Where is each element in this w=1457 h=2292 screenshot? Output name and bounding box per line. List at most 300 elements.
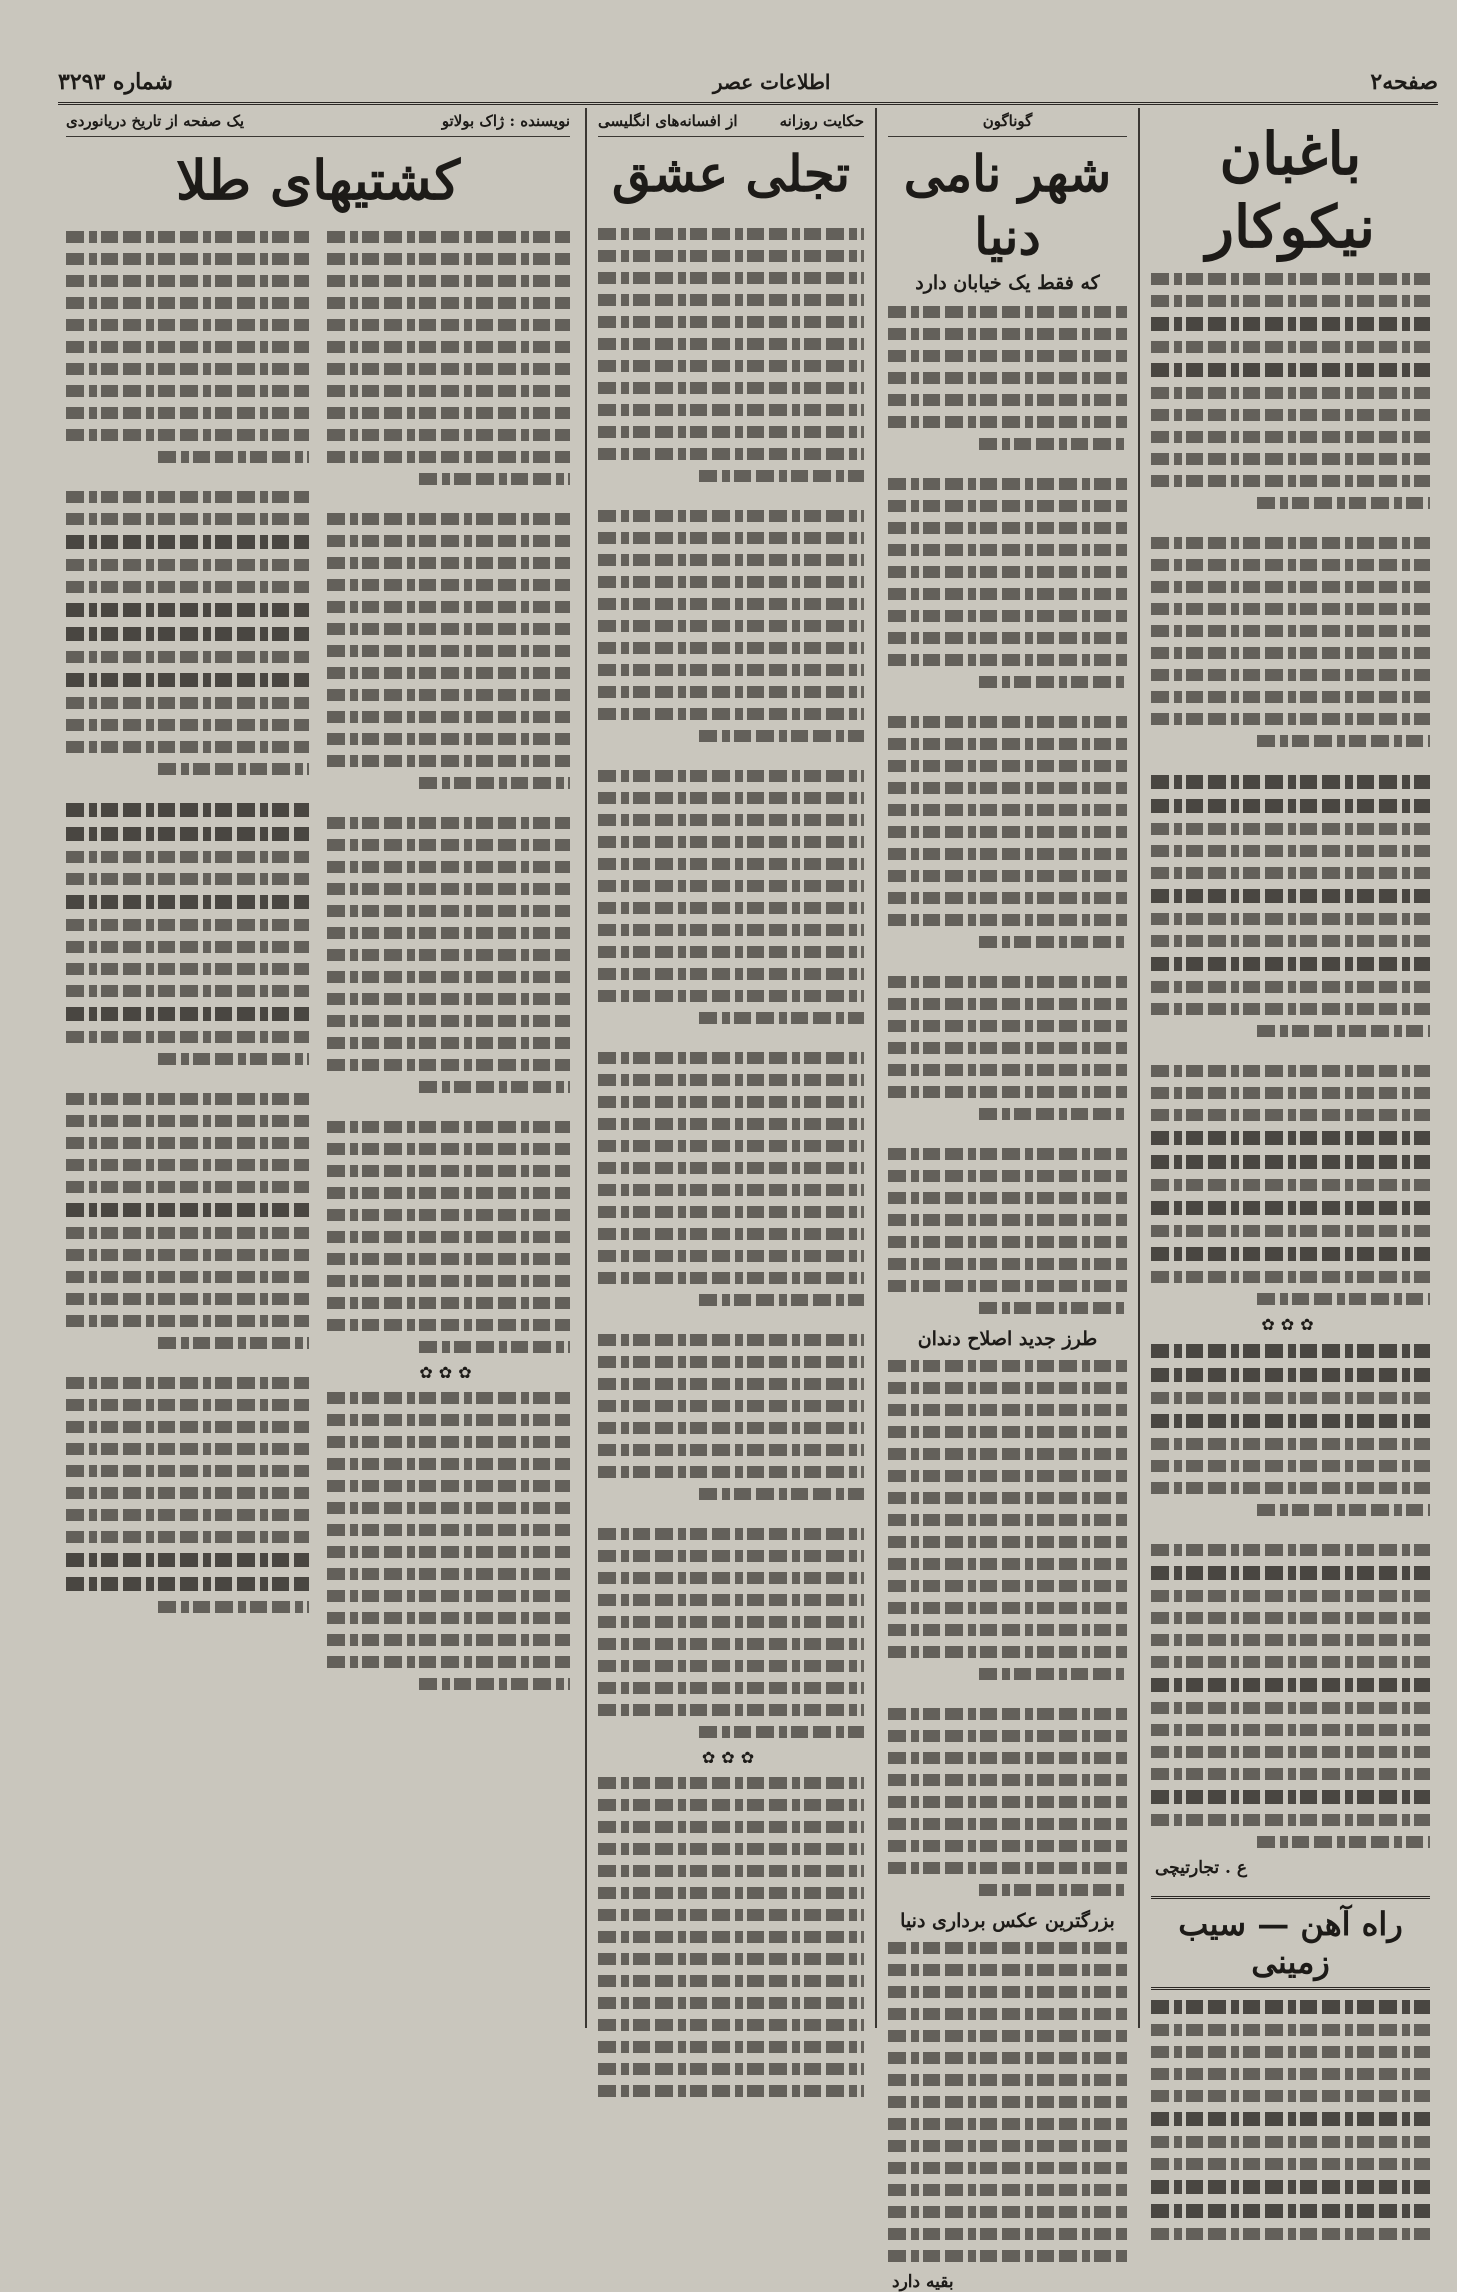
text-line: [66, 741, 309, 753]
text-line: [888, 2096, 1127, 2108]
paragraph-gap: [598, 1316, 864, 1324]
text-line: [888, 804, 1127, 816]
text-line: [327, 667, 570, 679]
text-line: [327, 1187, 570, 1199]
text-line: [888, 998, 1127, 1010]
text-line: [699, 1488, 864, 1500]
column-rule: [875, 108, 877, 2028]
text-line: [327, 817, 570, 829]
text-line: [888, 1360, 1127, 1372]
header-author-label: نویسنده : ژاک بولاتو: [441, 112, 570, 130]
text-line: [1151, 1065, 1430, 1077]
text-line: [327, 557, 570, 569]
text-line: [66, 559, 309, 571]
text-line: [327, 1458, 570, 1470]
text-line: [598, 228, 864, 240]
text-line: [598, 664, 864, 676]
text-line: [888, 654, 1127, 666]
text-line: [1151, 1225, 1430, 1237]
paragraph-gap: [1151, 1526, 1430, 1534]
text-line: [66, 1159, 309, 1171]
text-line: [699, 470, 864, 482]
text-line: [1151, 2090, 1430, 2102]
text-line: [66, 1203, 309, 1217]
text-line: [888, 1426, 1127, 1438]
text-line: [1257, 1293, 1430, 1305]
text-line: [888, 1086, 1127, 1098]
text-line: [888, 1708, 1127, 1720]
text-line: [327, 231, 570, 243]
text-line: [598, 1843, 864, 1855]
text-line: [327, 733, 570, 745]
text-line: [598, 1799, 864, 1811]
text-line: [327, 755, 570, 767]
text-line: [888, 870, 1127, 882]
text-line: [1151, 1179, 1430, 1191]
text-line: [1151, 1544, 1430, 1556]
text-line: [327, 1253, 570, 1265]
text-line: [1151, 1271, 1430, 1283]
text-line: [699, 1012, 864, 1024]
text-line: [888, 1020, 1127, 1032]
text-line: [327, 623, 570, 635]
text-line: [1151, 581, 1430, 593]
column-header: [598, 108, 864, 137]
paragraph-gap: [66, 1359, 309, 1367]
text-line: [66, 697, 309, 709]
text-line: [327, 1568, 570, 1580]
text-line: [327, 1414, 570, 1426]
text-line: [327, 905, 570, 917]
text-line: [1151, 1702, 1430, 1714]
text-line: [1151, 273, 1430, 285]
text-line: [888, 522, 1127, 534]
text-line: [66, 719, 309, 731]
text-line: [888, 1042, 1127, 1054]
text-line: [66, 231, 309, 243]
paragraph-gap: [1151, 519, 1430, 527]
text-line: [327, 1546, 570, 1558]
text-line: [979, 1668, 1127, 1680]
text-line: [888, 1280, 1127, 1292]
text-line: [598, 1422, 864, 1434]
text-line: [1151, 1590, 1430, 1602]
text-line: [1151, 981, 1430, 993]
text-line: [598, 510, 864, 522]
separator-stars: ✿✿✿: [701, 1747, 761, 1767]
text-line: [327, 1143, 570, 1155]
text-line: [598, 576, 864, 588]
text-line: [1151, 1460, 1430, 1472]
text-line: [888, 1986, 1127, 1998]
text-line: [888, 328, 1127, 340]
text-line: [888, 566, 1127, 578]
text-line: [66, 341, 309, 353]
text-line: [1151, 1612, 1430, 1624]
text-line: [888, 2228, 1127, 2240]
text-line: [888, 760, 1127, 772]
paragraph-gap: [1151, 757, 1430, 765]
text-line: [598, 1184, 864, 1196]
text-line: [66, 627, 309, 641]
text-line: [1151, 295, 1430, 307]
text-line: [598, 1400, 864, 1412]
text-line: [598, 1616, 864, 1628]
text-line: [1151, 713, 1430, 725]
text-line: [888, 478, 1127, 490]
text-line: [1151, 823, 1430, 835]
page-label: صفحه۲: [1370, 69, 1438, 95]
text-line: [1151, 2228, 1430, 2240]
text-line: [1151, 2046, 1430, 2058]
text-line: [979, 438, 1127, 450]
text-line: [327, 1502, 570, 1514]
text-line: [598, 1638, 864, 1650]
text-line: [598, 1162, 864, 1174]
text-line: [327, 839, 570, 851]
header-series-label: یک صفحه از تاریخ دریانوردی: [66, 112, 245, 130]
text-line: [327, 1231, 570, 1243]
text-line: [327, 1165, 570, 1177]
text-line: [888, 350, 1127, 362]
text-line: [888, 1558, 1127, 1570]
text-line: [598, 1821, 864, 1833]
text-line: [888, 1470, 1127, 1482]
text-line: [66, 1007, 309, 1021]
text-line: [888, 1258, 1127, 1270]
text-line: [598, 360, 864, 372]
text-line: [598, 1931, 864, 1943]
text-line: [598, 1572, 864, 1584]
text-line: [598, 1444, 864, 1456]
text-line: [598, 946, 864, 958]
text-line: [598, 1865, 864, 1877]
text-line: [66, 491, 309, 503]
text-line: [327, 1634, 570, 1646]
text-line: [1151, 1087, 1430, 1099]
text-line: [888, 1536, 1127, 1548]
text-line: [66, 319, 309, 331]
text-line: [598, 1909, 864, 1921]
text-line: [66, 407, 309, 419]
body-column-right: [327, 221, 570, 1700]
text-line: [598, 554, 864, 566]
header-left-label: از افسانه‌های انگلیسی: [598, 112, 738, 130]
paragraph-gap: [888, 1690, 1127, 1698]
text-line: [598, 902, 864, 914]
text-line: [1151, 341, 1430, 353]
text-line: [1151, 1678, 1430, 1692]
text-line: [888, 716, 1127, 728]
text-line: [699, 1294, 864, 1306]
text-line: [598, 294, 864, 306]
text-line: [598, 1378, 864, 1390]
separator-stars: ✿✿✿: [419, 1362, 478, 1382]
text-line: [888, 2162, 1127, 2174]
article-title-gardener: باغبان نیکوکار: [1206, 120, 1375, 261]
text-line: [327, 1590, 570, 1602]
text-line: [419, 1081, 570, 1093]
text-line: [888, 1818, 1127, 1830]
text-line: [327, 319, 570, 331]
text-line: [1151, 2024, 1430, 2036]
text-line: [66, 1443, 309, 1455]
text-line: [888, 2118, 1127, 2130]
text-line: [1151, 2000, 1430, 2014]
text-line: [66, 429, 309, 441]
article-title-dental: طرز جدید اصلاح دندان: [917, 1328, 1098, 1350]
text-line: [598, 792, 864, 804]
text-line: [888, 2008, 1127, 2020]
text-line: [598, 770, 864, 782]
text-line: [888, 1964, 1127, 1976]
text-line: [598, 1356, 864, 1368]
text-line: [888, 1404, 1127, 1416]
text-line: [598, 880, 864, 892]
text-line: [888, 1148, 1127, 1160]
text-line: [66, 581, 309, 593]
text-line: [66, 919, 309, 931]
text-line: [327, 711, 570, 723]
text-line: [66, 275, 309, 287]
text-line: [598, 1594, 864, 1606]
text-line: [1151, 867, 1430, 879]
paragraph-gap: [66, 473, 309, 481]
text-line: [888, 914, 1127, 926]
text-line: [1151, 2204, 1430, 2218]
text-line: [979, 936, 1127, 948]
article-subtitle-city: که فقط یک خیابان دارد: [915, 272, 1100, 294]
text-line: [598, 1953, 864, 1965]
text-line: [1151, 1344, 1430, 1358]
text-line: [1257, 1504, 1430, 1516]
paragraph-gap: [598, 210, 864, 218]
text-line: [1151, 2068, 1430, 2080]
text-line: [66, 803, 309, 817]
text-line: [327, 429, 570, 441]
text-line: [66, 1509, 309, 1521]
text-line: [1151, 559, 1430, 571]
text-line: [979, 1884, 1127, 1896]
text-line: [327, 1612, 570, 1624]
text-line: [888, 1382, 1127, 1394]
text-line: [1151, 691, 1430, 703]
text-line: [1151, 1247, 1430, 1261]
text-line: [888, 892, 1127, 904]
text-line: [1151, 1634, 1430, 1646]
article-title-city: شهر نامی دنیا: [903, 144, 1112, 266]
text-line: [66, 673, 309, 687]
text-line: [66, 851, 309, 863]
text-line: [327, 949, 570, 961]
continued-label: بقیه دارد: [892, 2272, 954, 2292]
paragraph-gap: [888, 1130, 1127, 1138]
text-line: [888, 2250, 1127, 2262]
text-line: [598, 1118, 864, 1130]
text-line: [327, 1209, 570, 1221]
text-line: [66, 385, 309, 397]
text-line: [327, 1275, 570, 1287]
text-line: [598, 316, 864, 328]
text-line: [327, 1015, 570, 1027]
text-line: [1151, 2112, 1430, 2126]
paragraph-gap: [327, 799, 570, 807]
text-line: [888, 1840, 1127, 1852]
text-line: [66, 651, 309, 663]
text-line: [66, 1465, 309, 1477]
text-line: [1151, 2180, 1430, 2194]
text-line: [598, 448, 864, 460]
article-title-gold-ships: کشتیهای طلا: [175, 148, 461, 212]
text-line: [158, 1053, 309, 1065]
text-line: [327, 927, 570, 939]
text-line: [66, 1227, 309, 1239]
text-line: [888, 1492, 1127, 1504]
text-line: [1151, 2136, 1430, 2148]
text-line: [598, 404, 864, 416]
text-line: [1151, 475, 1430, 487]
text-line: [66, 873, 309, 885]
text-line: [66, 1421, 309, 1433]
text-line: [327, 363, 570, 375]
text-line: [419, 1341, 570, 1353]
text-line: [888, 1862, 1127, 1874]
text-line: [1151, 2158, 1430, 2170]
text-line: [888, 1942, 1127, 1954]
text-line: [327, 407, 570, 419]
text-line: [598, 2019, 864, 2031]
text-line: [1151, 647, 1430, 659]
text-line: [598, 708, 864, 720]
text-line: [888, 1236, 1127, 1248]
text-line: [598, 814, 864, 826]
text-line: [419, 473, 570, 485]
text-line: [327, 1059, 570, 1071]
text-line: [888, 588, 1127, 600]
text-line: [158, 763, 309, 775]
text-line: [1151, 1566, 1430, 1580]
text-line: [66, 363, 309, 375]
text-line: [327, 341, 570, 353]
text-line: [1151, 669, 1430, 681]
paragraph-gap: [1151, 1047, 1430, 1055]
text-line: [888, 2206, 1127, 2218]
text-line: [598, 1660, 864, 1672]
text-line: [1151, 1768, 1430, 1780]
text-line: [327, 1392, 570, 1404]
text-line: [598, 426, 864, 438]
text-line: [327, 993, 570, 1005]
text-line: [598, 1682, 864, 1694]
body-column-left: [66, 221, 309, 1700]
paragraph-gap: [598, 1034, 864, 1042]
text-line: [699, 1726, 864, 1738]
text-line: [888, 1448, 1127, 1460]
text-line: [1151, 1131, 1430, 1145]
column-love: [590, 108, 872, 2028]
text-line: [888, 306, 1127, 318]
paragraph-gap: [66, 785, 309, 793]
text-line: [66, 1249, 309, 1261]
text-line: [598, 1272, 864, 1284]
column-famous-city: [880, 108, 1135, 2292]
header-right-label: حکایت روزانه: [779, 112, 864, 130]
text-line: [888, 372, 1127, 384]
column-header: [66, 108, 570, 137]
text-line: [598, 924, 864, 936]
text-line: [598, 338, 864, 350]
text-line: [1151, 1482, 1430, 1494]
text-line: [1151, 1814, 1430, 1826]
text-line: [327, 535, 570, 547]
text-line: [1151, 1414, 1430, 1428]
column-gold-ships: [58, 108, 578, 2028]
paragraph-gap: [66, 1075, 309, 1083]
text-line: [598, 1975, 864, 1987]
text-line: [1151, 603, 1430, 615]
text-line: [888, 1624, 1127, 1636]
text-line: [419, 777, 570, 789]
text-line: [888, 1064, 1127, 1076]
text-line: [598, 1140, 864, 1152]
text-line: [66, 297, 309, 309]
column-header: گوناگون: [888, 108, 1127, 137]
text-line: [598, 1052, 864, 1064]
text-line: [1257, 1025, 1430, 1037]
column-rule: [585, 108, 587, 2028]
text-line: [1151, 775, 1430, 789]
text-line: [598, 1777, 864, 1789]
text-line: [598, 1466, 864, 1478]
text-line: [598, 250, 864, 262]
text-line: [888, 1602, 1127, 1614]
text-line: [66, 985, 309, 997]
text-line: [598, 1528, 864, 1540]
text-line: [1151, 1438, 1430, 1450]
text-line: [66, 1377, 309, 1389]
text-line: [327, 1656, 570, 1668]
text-line: [888, 976, 1127, 988]
text-line: [888, 2074, 1127, 2086]
text-line: [888, 2184, 1127, 2196]
text-line: [66, 1293, 309, 1305]
separator-stars: ✿✿✿: [1261, 1315, 1320, 1334]
text-line: [327, 1480, 570, 1492]
text-line: [699, 730, 864, 742]
text-line: [888, 1580, 1127, 1592]
text-line: [598, 1096, 864, 1108]
text-line: [327, 1436, 570, 1448]
text-line: [1151, 453, 1430, 465]
text-line: [888, 2140, 1127, 2152]
text-line: [327, 513, 570, 525]
text-line: [888, 1796, 1127, 1808]
text-line: [327, 883, 570, 895]
text-line: [888, 544, 1127, 556]
text-line: [888, 1646, 1127, 1658]
text-line: [158, 451, 309, 463]
paragraph-gap: [888, 958, 1127, 966]
paragraph-gap: [327, 1103, 570, 1111]
paragraph-gap: [888, 698, 1127, 706]
text-line: [598, 968, 864, 980]
text-line: [598, 272, 864, 284]
text-line: [327, 297, 570, 309]
text-line: [327, 601, 570, 613]
text-line: [1151, 1392, 1430, 1404]
paper-name: اطلاعات عصر: [712, 70, 831, 94]
text-line: [888, 416, 1127, 428]
